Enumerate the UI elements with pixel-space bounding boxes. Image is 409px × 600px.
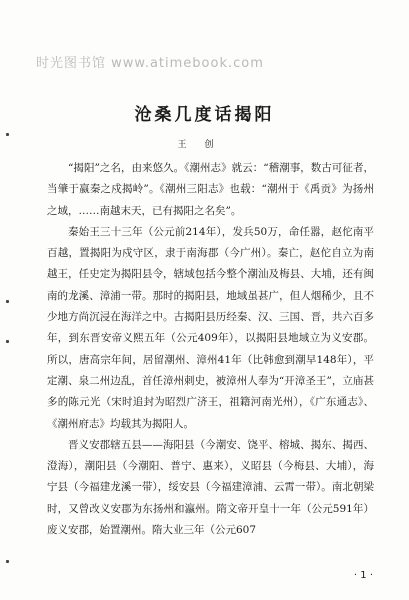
paragraph: “揭阳”之名，由来悠久。《潮州志》就云：“稽潮事，数古可征者，当肇于嬴秦之戍揭岭”。《潮州三阳志》也载：“潮州于《禹贡》为扬州之域，……南越末天，已有揭阳之名矣”。 xyxy=(47,162,374,217)
binding-mark xyxy=(6,300,9,303)
binding-mark xyxy=(6,340,9,343)
binding-mark xyxy=(6,560,9,563)
binding-mark xyxy=(6,133,9,136)
watermark: 时光图书馆 www.atimebook.com xyxy=(36,56,264,71)
article-author: 王创 xyxy=(177,140,232,150)
paragraph: 秦始王三十三年（公元前214年），发兵50万，命任嚣，赵佗南平百越，置揭阳为戍守区，隶于南海郡（今广州）。秦亡，赵佗自立为南越王，任史定为揭阳县令，辖域包括今整个潮汕及梅县、大埔，还有闽南的龙溪、漳浦一带。那时的揭阳县，地域虽甚广，但人烟稀少，且不少地方尚沉浸在海洋之中。古揭阳县历经秦、汉、三国、晋，共六百多年，到东晋安帝义熙五年（公元409年），以揭阳县地域立为义安郡。所以，唐高宗年间，居留潮州、漳州41年（比韩愈到潮早148年），平定潮、泉二州边乱，首任漳州刺史，被漳州人奉为“开漳圣王”，立庙甚多的陈元光（宋时追封为昭烈广济王，祖籍河南光州），《广东通志》、《潮州府志》均载其为揭阳人。 xyxy=(47,225,374,430)
article-body xyxy=(47,158,374,541)
article-title: 沧桑几度话揭阳 xyxy=(134,105,275,125)
paragraph: 晋义安郡辖五县——海阳县（今潮安、饶平、榕城、揭东、揭西、澄海），潮阳县（今潮阳、普宁、惠来），义昭县（今梅县、大埔），海宁县（今福建龙溪一带），绥安县（今福建漳浦、云霄一带）。南北朝梁时，又曾改义安郡为东扬州和瀛州。隋文帝开皇十一年（公元591年）废义安郡，始置潮州。隋大业三年（公元607 xyxy=(47,438,374,537)
page-number: · 1 · xyxy=(353,570,373,581)
